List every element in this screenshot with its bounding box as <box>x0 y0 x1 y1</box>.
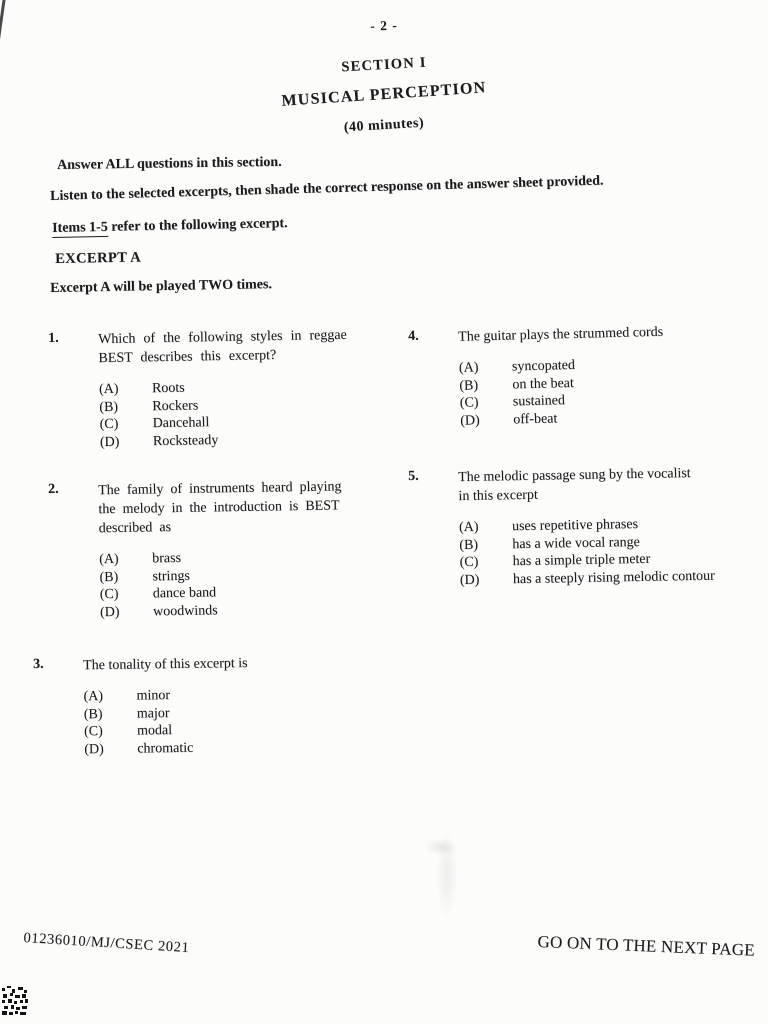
options-list <box>99 547 395 622</box>
option-text: uses repetitive phrases <box>511 516 639 535</box>
option-letter: (A) <box>458 360 479 376</box>
question-1 <box>48 325 395 452</box>
question-number: 2. <box>48 481 59 497</box>
option-row <box>100 599 395 621</box>
option-text: major <box>136 705 170 722</box>
option-letter: (D) <box>99 604 120 620</box>
option-letter: (D) <box>459 572 480 588</box>
go-on-next-page-note: GO ON TO THE NEXT PAGE <box>537 932 756 960</box>
instruction-answer-all: Answer ALL questions in this section. <box>57 154 282 173</box>
option-row <box>84 736 394 758</box>
instruction-listen: Listen to the selected excerpts, then shade the correct response on the answer sheet provided. <box>50 173 604 204</box>
print-artifact-block <box>2 986 28 1021</box>
option-letter: (C) <box>99 586 119 603</box>
question-number: 1. <box>48 330 59 346</box>
option-letter: (A) <box>83 689 104 705</box>
question-text: The tonality of this excerpt is <box>83 656 248 674</box>
exam-duration: (40 minutes) <box>343 115 425 136</box>
option-letter: (B) <box>99 569 119 585</box>
option-text: chromatic <box>137 740 194 757</box>
option-letter: (D) <box>84 741 104 757</box>
option-text: Roots <box>151 380 185 397</box>
question-text: Which of the following styles in reggae BEST describes this excerpt? <box>98 327 347 367</box>
section-subtitle: MUSICAL PERCEPTION <box>281 79 487 110</box>
option-text: Rocksteady <box>152 432 219 449</box>
option-text: sustained <box>512 393 566 410</box>
option-letter: (B) <box>99 399 119 415</box>
question-number: 4. <box>408 328 419 344</box>
noise-block-graphic <box>2 986 28 1016</box>
option-letter: (C) <box>99 416 119 433</box>
option-text: Dancehall <box>152 415 210 432</box>
items-reference-range: Items 1-5 <box>52 219 108 236</box>
scan-smudge <box>424 838 458 856</box>
option-letter: (D) <box>460 412 480 429</box>
question-2 <box>48 477 395 622</box>
question-text: The melodic passage sung by the vocalist in this excerpt <box>458 466 691 505</box>
option-letter: (B) <box>459 377 479 394</box>
option-text: has a wide vocal range <box>512 534 640 552</box>
option-text: woodwinds <box>152 602 218 619</box>
option-letter: (C) <box>83 724 103 740</box>
option-letter: (D) <box>99 434 120 450</box>
paper-code: 01236010/MJ/CSEC 2021 <box>23 930 190 957</box>
option-text: Rockers <box>152 397 199 414</box>
option-letter: (A) <box>458 519 479 536</box>
section-title: SECTION I <box>340 54 428 76</box>
option-text: has a simple triple meter <box>512 551 651 570</box>
option-letter: (B) <box>459 537 479 553</box>
option-text: on the beat <box>512 375 574 392</box>
excerpt-heading: EXCERPT A <box>55 249 142 267</box>
option-letter: (A) <box>98 381 119 398</box>
items-reference-rest: refer to the following excerpt. <box>107 216 288 235</box>
excerpt-note: Excerpt A will be played TWO times. <box>50 277 273 296</box>
items-reference <box>52 216 288 237</box>
options-list <box>99 376 395 451</box>
question-text: The guitar plays the strummed cords <box>458 324 664 345</box>
options-list <box>459 514 768 589</box>
options-list <box>459 352 768 430</box>
option-text: has a steeply rising melodic contour <box>512 568 715 587</box>
option-text: strings <box>152 568 190 584</box>
question-text: The family of instruments heard playing the melody in the introduction is BEST described as <box>98 479 342 537</box>
options-list <box>83 684 394 758</box>
question-5 <box>408 463 768 590</box>
option-text: minor <box>136 688 171 704</box>
option-text: modal <box>136 723 173 739</box>
question-number: 5. <box>408 468 419 484</box>
option-letter: (C) <box>459 395 479 411</box>
question-4 <box>408 320 768 431</box>
question-3 <box>33 652 394 759</box>
option-letter: (B) <box>83 706 103 722</box>
option-letter: (C) <box>459 554 479 571</box>
option-text: off-beat <box>513 410 558 427</box>
option-letter: (A) <box>99 551 119 568</box>
option-row <box>100 428 395 451</box>
option-text: brass <box>152 550 182 567</box>
question-number: 3. <box>33 656 44 672</box>
page-number: - 2 - <box>370 17 398 34</box>
option-text: dance band <box>152 585 217 602</box>
option-text: syncopated <box>511 357 576 375</box>
